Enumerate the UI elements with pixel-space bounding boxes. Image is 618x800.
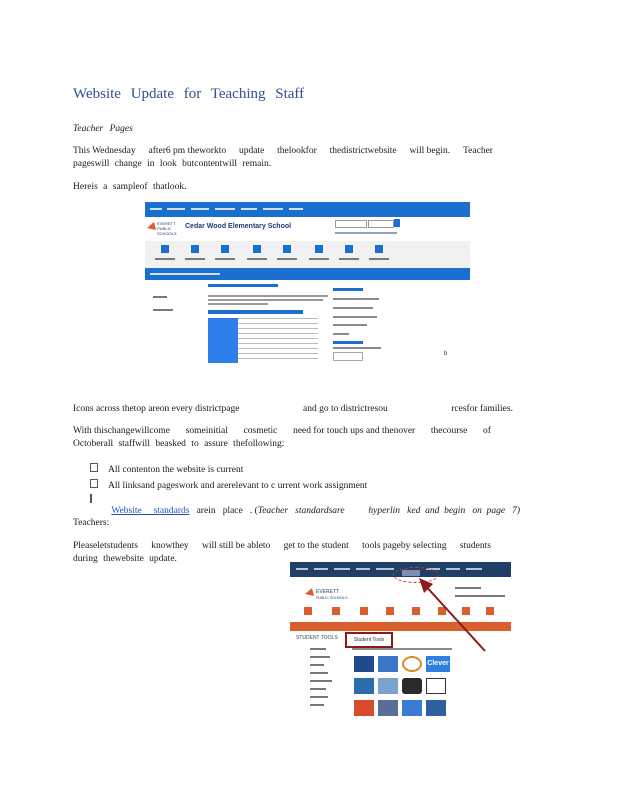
- view-calendar-button: [333, 352, 363, 361]
- tool-tile: [426, 700, 446, 716]
- checkbox-bullet-icon: [90, 463, 98, 472]
- word-group: rcesfor families.: [451, 404, 513, 414]
- website-standards-link[interactable]: Website standards: [111, 506, 190, 516]
- paragraph-changes: [73, 425, 491, 451]
- payments-icon: [283, 245, 291, 253]
- paragraph-icons: [73, 403, 513, 416]
- header-links: [335, 232, 397, 234]
- district-logo: [304, 586, 352, 602]
- laptop-icon: [345, 245, 353, 253]
- welcome-heading: [208, 310, 303, 314]
- upcoming-heading: [333, 341, 363, 344]
- directory-icon: [332, 607, 340, 615]
- tool-tile: [402, 700, 422, 716]
- word-group: get to the student: [283, 541, 349, 551]
- paragraph-line: during thewebsite update.: [73, 554, 177, 564]
- word-group: thelookfor: [277, 146, 317, 156]
- tool-tile: [354, 656, 374, 672]
- paragraph-line: pageswill change in look butcontentwill remain.: [73, 159, 272, 169]
- student-tools-heading: STUDENT TOOLS: [296, 635, 338, 641]
- activities-icon: [221, 245, 229, 253]
- stray-letter: b: [444, 351, 448, 357]
- logo-text-line: EVERETT: [157, 221, 176, 226]
- language-box: [368, 220, 394, 228]
- directory-icon: [191, 245, 199, 253]
- news-heading: [208, 284, 278, 287]
- word-group: will begin.: [409, 146, 451, 156]
- bullet-text: All contenton the website is current: [108, 465, 244, 475]
- bullet-item: [90, 479, 367, 491]
- word-group: and go to districtresou: [303, 404, 388, 414]
- welcome-text: [238, 318, 318, 363]
- bullet-note: Teacher standardsare hyperlin ked and begin on page 7): [257, 506, 521, 516]
- pointer-arrow: [415, 575, 490, 655]
- paragraph-sample: [73, 181, 493, 194]
- breadcrumb-bar: [145, 268, 470, 280]
- page-title: Website Update for Teaching Staff: [73, 86, 305, 102]
- word-group: tools pageby selecting: [362, 541, 447, 551]
- activities-icon: [360, 607, 368, 615]
- word-group: need for touch ups and thenover: [293, 426, 416, 436]
- principal-photo: [208, 318, 238, 363]
- tool-tile: [354, 678, 374, 694]
- word-group: after6 pm theworkto: [148, 146, 227, 156]
- paragraph-line: Hereis a sampleof thatlook.: [73, 182, 187, 192]
- paragraph-intro: [73, 145, 493, 171]
- forms-icon: [375, 245, 383, 253]
- word-group: update: [238, 146, 265, 156]
- clever-tile: Clever: [426, 656, 450, 672]
- bullet-item: [90, 463, 243, 475]
- district-logo: [145, 219, 183, 237]
- school-name: Cedar Wood Elementary School: [185, 223, 292, 230]
- word-group: cosmetic: [243, 426, 278, 436]
- paragraph-line: [73, 425, 491, 438]
- tool-tile: [378, 678, 398, 694]
- tool-tile: [426, 678, 446, 694]
- word-group: will still be ableto: [201, 541, 271, 551]
- search-box: [335, 220, 367, 228]
- word-group: Icons across thetop areon every districtpage: [73, 404, 240, 414]
- logo-text-line: EVERETT: [316, 589, 340, 595]
- tool-tile: [354, 700, 374, 716]
- logo-text-line: PUBLIC SCHOOLS: [316, 596, 348, 600]
- website-screenshot-cedar-wood: [145, 202, 470, 364]
- paragraph-line: Teachers:: [73, 518, 110, 528]
- word-group: thedistrictwebsite: [329, 146, 397, 156]
- bullet-text: arein place . (: [189, 506, 258, 516]
- section-subhead: Teacher Pages: [73, 124, 133, 134]
- word-group: thecourse: [430, 426, 468, 436]
- word-group: This Wednesday: [73, 146, 136, 156]
- word-group: of: [483, 426, 491, 436]
- word-group: students: [459, 541, 491, 551]
- search-button-icon: [394, 219, 400, 227]
- checkbox-bullet-icon: [90, 479, 98, 488]
- logo-text-line: PUBLIC: [157, 226, 172, 231]
- tool-tile: [378, 700, 398, 716]
- paragraph-line: [73, 145, 493, 158]
- word-group: someinitial: [185, 426, 228, 436]
- bullet-text: All linksand pageswork and arerelevant to c urrent work assignment: [108, 481, 368, 491]
- calendar-icon: [161, 245, 169, 253]
- paragraph-line: [73, 540, 491, 553]
- menus-icon: [386, 607, 394, 615]
- quick-links-heading: [333, 288, 363, 291]
- tool-tile: [402, 656, 422, 672]
- menus-icon: [253, 245, 261, 253]
- paragraph-line: Octoberall staffwill beasked to assure thefollowing:: [73, 439, 285, 449]
- paragraph-line: [73, 403, 513, 416]
- tool-tile: [402, 678, 422, 694]
- word-group: Teacher: [463, 146, 493, 156]
- word-group: knowthey: [151, 541, 189, 551]
- student-tools-tab: Student Tools: [345, 632, 393, 648]
- calendar-icon: [304, 607, 312, 615]
- word-group: With thischangewillcome: [73, 426, 170, 436]
- alert-icon: [315, 245, 323, 253]
- teachers-label: [73, 517, 493, 530]
- logo-text-line: SCHOOLS: [157, 231, 177, 236]
- screenshot-top-nav: [145, 202, 470, 217]
- tool-tile: [378, 656, 398, 672]
- word-group: Pleaseletstudents: [73, 541, 138, 551]
- checkbox-bullet-icon: [90, 494, 92, 503]
